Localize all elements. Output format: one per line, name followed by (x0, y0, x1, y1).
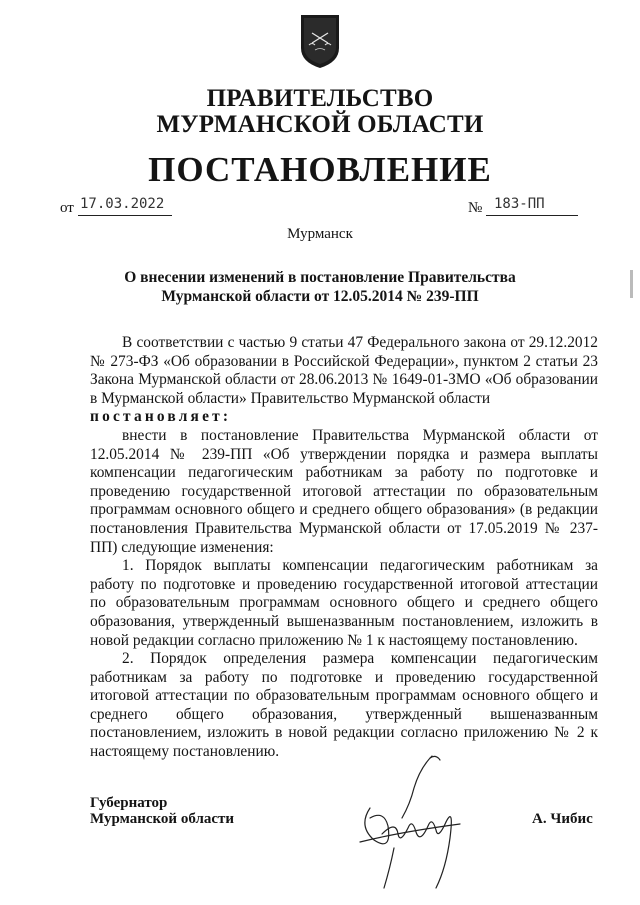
document-date: 17.03.2022 (80, 196, 165, 212)
item-1-paragraph: 1. Порядок выплаты компенсации педагогическим работникам за работу по подготовке и проведению государственной итоговой аттестации по образовательным программам основного общего и среднего общего образования, утвержденный вышеназванным постановлением, изложить в новой редакции согласно приложению № 1 к настоящему постановлению. (90, 557, 598, 649)
document-number: 183-ПП (494, 196, 545, 212)
document-body (90, 334, 598, 762)
handwritten-signature-icon (340, 748, 480, 898)
preamble-paragraph (90, 334, 598, 408)
number-underline (486, 215, 578, 216)
organization-name-line2: МУРМАНСКОЙ ОБЛАСТИ (156, 111, 484, 138)
date-underline (78, 215, 172, 216)
decree-word-text: постановляет: (90, 408, 232, 426)
document-title-line1: О внесении изменений в постановление Правительства (124, 269, 516, 286)
item-2-paragraph: 2. Порядок определения размера компенсации педагогическим работникам за работу по подготовке и проведению государственной итоговой аттестации по образовательным программам основного общего и среднего общего образования, утвержденный вышеназванным постановлением, изложить в новой редакции согласно приложению № 2 к настоящему постановлению. (90, 650, 598, 761)
document-title-line2: Мурманской области от 12.05.2014 № 239-ПП (161, 288, 479, 305)
signatory-position-line2: Мурманской области (90, 811, 235, 827)
preamble-text: В соответствии с частью 9 статьи 47 Федерального закона от 29.12.2012 № 273-ФЗ «Об образовании в Российской Федерации», пунктом 2 статьи 23 Закона Мурманской области от 28.06.2013 № 1649-01-ЗМО «Об образовании в Мурманской области» Правительство Мурманской области (90, 334, 598, 407)
margin-mark (630, 270, 633, 298)
document-type: ПОСТАНОВЛЕНИЕ (148, 150, 492, 189)
organization-name-line1: ПРАВИТЕЛЬСТВО (206, 85, 434, 112)
intro-paragraph: внести в постановление Правительства Мурманской области от 12.05.2014 № 239-ПП «Об утверждении порядка и размера выплаты компенсации педагогическим работникам за работу по подготовке и проведению государственной итоговой аттестации по образовательным программам основного общего и среднего общего образования» (в редакции постановления Правительства Мурманской области от 17.05.2019 № 237-ПП) следующие изменения: (90, 426, 598, 556)
number-prefix: № (468, 200, 483, 216)
signatory-name: А. Чибис (532, 811, 593, 827)
signatory-position-line1: Губернатор (90, 795, 168, 811)
coat-of-arms-icon (298, 12, 342, 70)
date-prefix: от (60, 200, 74, 216)
city: Мурманск (287, 226, 353, 242)
decree-word (90, 408, 598, 427)
